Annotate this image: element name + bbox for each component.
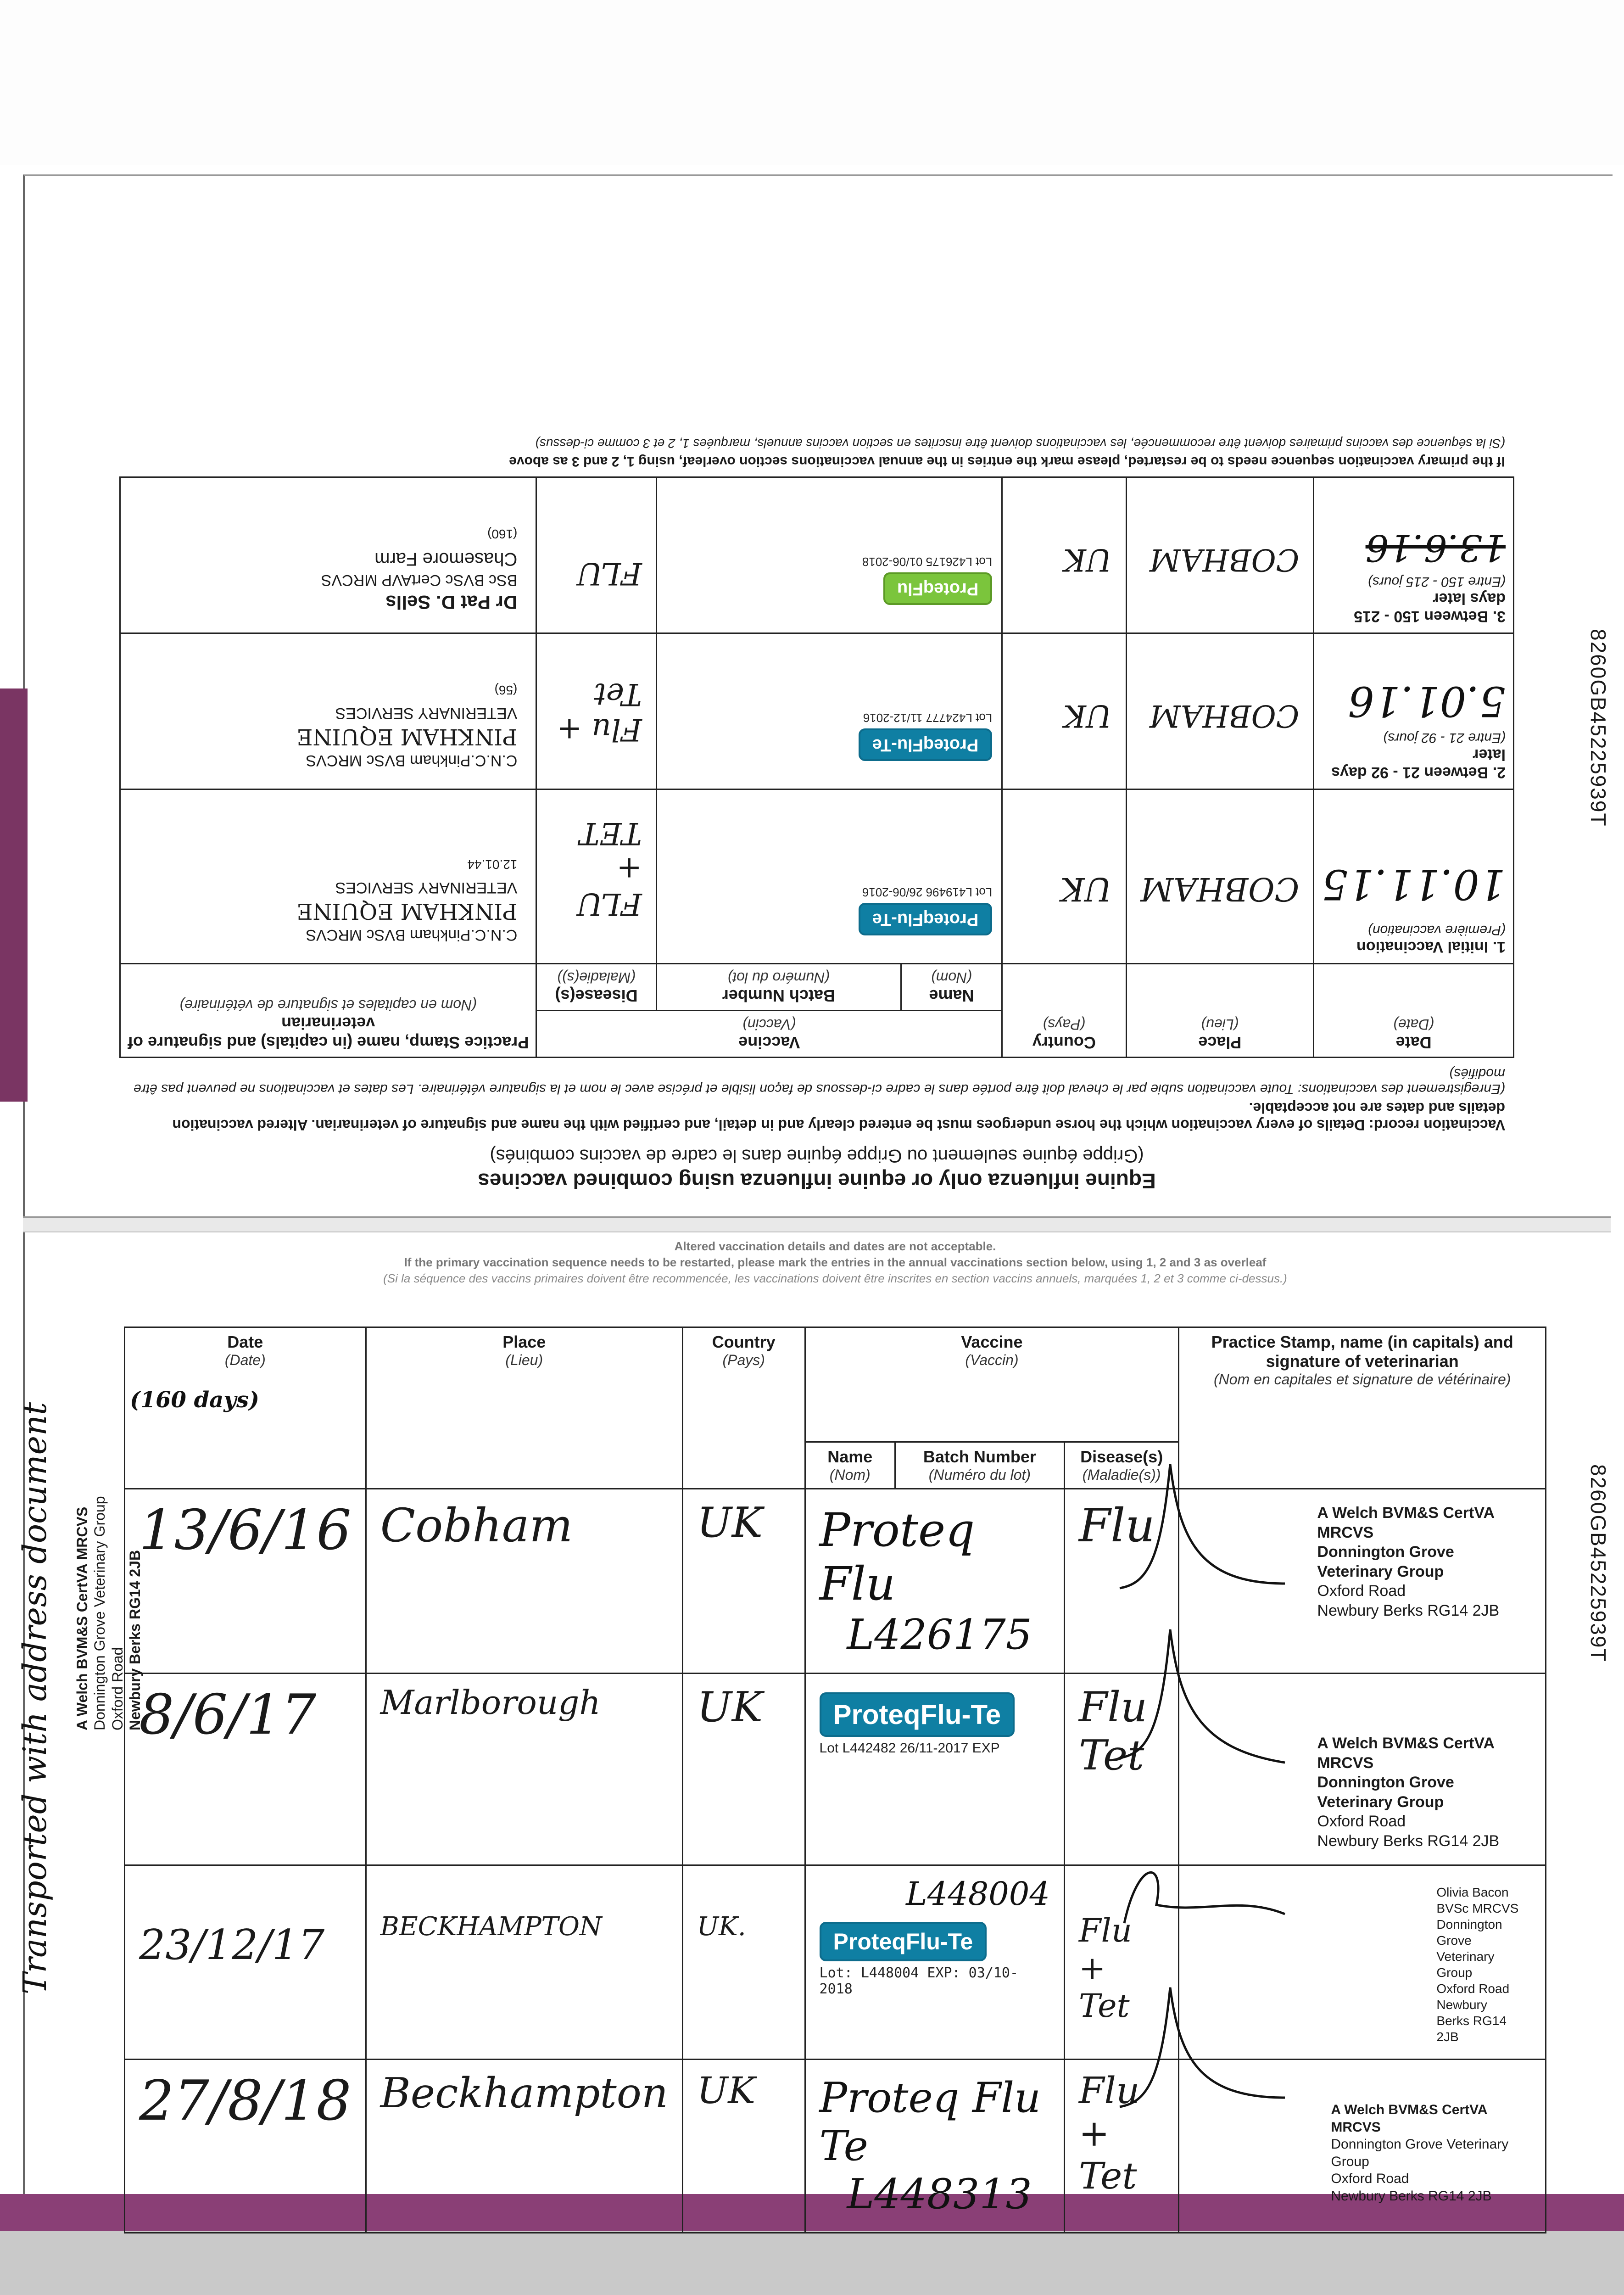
col-vaccine: Vaccine (Vaccin) <box>805 1327 1179 1442</box>
scanner-bed <box>0 2231 1624 2295</box>
row-date: 23/12/17 <box>125 1865 366 2060</box>
stamp-practice: PINKHAM EQUINE <box>296 898 518 924</box>
stamp-line: A Welch BVM&S CertVA MRCVS <box>1331 2102 1487 2135</box>
stamp-line: A Welch BVM&S CertVA MRCVS <box>1317 1504 1494 1541</box>
date-note: (160 days) <box>130 1387 259 1413</box>
vaccine-sticker: ProteqFlu-Te <box>820 1692 1015 1737</box>
lower-vaccination-table <box>124 1327 1546 2233</box>
vaccine-sticker-cell <box>656 633 1002 789</box>
side-stamp <box>73 1455 156 1730</box>
lower-note-fr: (Si la séquence des vaccins primaires doivent être recommencée, les vaccinations doivent être inscrites en section vaccins annuels, marquées 1, 2 et 3 comme ci-dessus.) <box>383 1271 1287 1285</box>
side-stamp-line: Oxford Road <box>109 1647 126 1730</box>
row-disease: FLU + TET <box>536 789 656 964</box>
upper-page <box>110 285 1524 1203</box>
lower-serial <box>1583 1464 1611 1740</box>
row-date: 10.11.15 <box>1322 860 1506 908</box>
record-intro: Vaccination record: Details of every vaccination which the horse undergoes must be entered clearly and in detail, and certified with the name and signature of veterinarian. Altered vaccination details and dates are not acceptable. <box>172 1100 1505 1133</box>
col-date: Date (Date) (160 days) <box>125 1327 366 1489</box>
vaccine-name: Proteq Flu Te <box>819 2074 1041 2170</box>
vaccine-lot: Lot L442482 26/11-2017 EXP <box>819 1741 1000 1756</box>
row-label-fr: (Entre 150 - 215 jours) <box>1367 574 1506 589</box>
top-page-edge <box>0 0 1624 165</box>
upper-footer-note: If the primary vaccination sequence needs to be restarted, please mark the entries in the annual vaccinations section overleaf, using 1, 2 and 3 as above <box>509 454 1505 469</box>
vaccine-lot: Lot L424777 11/12-2016 <box>863 711 993 725</box>
row-label: 3. Between 150 - 215 days later <box>1354 590 1506 625</box>
row-disease: Flu Tet <box>1064 1674 1179 1865</box>
table-row <box>120 789 1514 964</box>
row-date: 27/8/18 <box>125 2060 366 2233</box>
stamp-name: C.N.C.Pinkham BVSc MRCVS <box>306 926 518 944</box>
stamp-practice: BSc BVSc CertAVP MRCVS <box>321 571 518 589</box>
row-place: Beckhampton <box>366 2060 682 2233</box>
stamp-name: Dr Pat D. Sells <box>385 592 518 613</box>
table-row <box>125 1489 1546 1674</box>
vaccine-lot: Lot: L448004 EXP: 03/10-2018 <box>819 1965 1019 1997</box>
vaccine-cell <box>805 2060 1064 2233</box>
stamp-sub: VETERINARY SERVICES <box>335 879 518 897</box>
stamp-line: Berks RG14 2JB <box>1436 2014 1507 2044</box>
col-stamp: Practice Stamp, name (in capitals) and signature of veterinarian (Nom en capitales et signature de vétérinaire) <box>1179 1327 1546 1489</box>
table-row <box>125 1865 1546 2060</box>
col-vaccine: Vaccine (Vaccin) <box>536 1011 1002 1058</box>
row-place: Cobham <box>366 1489 682 1674</box>
lower-note-1: Altered vaccination details and dates are not acceptable. <box>674 1239 996 1253</box>
vaccine-sticker-cell <box>656 789 1002 964</box>
row-place: COBHAM <box>1126 789 1314 964</box>
table-row <box>120 633 1514 789</box>
row-stamp <box>120 477 536 633</box>
stamp-line: Newbury Berks RG14 2JB <box>1317 1601 1500 1619</box>
row-date-cell <box>1314 789 1514 964</box>
row-disease: Flu + Tet <box>1064 1865 1179 2060</box>
row-disease: FLU <box>536 477 656 633</box>
vaccine-batch-handwritten: L448004 <box>906 1875 1050 1913</box>
serial-number: 8260GB45225939T <box>1586 1464 1610 1662</box>
stamp-line: Oxford Road Newbury <box>1436 1982 1510 2012</box>
stamp-sub: Chasemore Farm <box>374 549 518 569</box>
section-heading: Equine influenza only or equine influenza using combined vaccines <box>478 1169 1156 1193</box>
stamp-line: Donnington Grove Veterinary Group <box>1317 1543 1454 1580</box>
row-country: UK <box>1002 477 1126 633</box>
book-spine <box>23 1216 1611 1232</box>
vaccine-lot: Lot L426175 01/06-2018 <box>862 555 993 569</box>
vaccine-sticker: ProteqFlu <box>883 572 992 605</box>
row-label: 1. Initial Vaccination <box>1356 938 1506 956</box>
stamp-line: Newbury Berks RG14 2JB <box>1331 2188 1492 2204</box>
stamp-sub: VETERINARY SERVICES <box>335 705 518 722</box>
side-note: Transported with address document <box>16 1402 54 1994</box>
row-label-fr: (Entre 21 - 92 jours) <box>1383 730 1506 745</box>
side-stamp-line: Newbury Berks RG14 2JB <box>127 1550 144 1730</box>
row-place: COBHAM <box>1126 633 1314 789</box>
stamp-practice: PINKHAM EQUINE <box>296 724 518 750</box>
vaccine-sticker: ProteqFlu-Te <box>859 728 993 761</box>
lower-note-2: If the primary vaccination sequence needs to be restarted, please mark the entries in the annual vaccinations section below, using 1, 2 and 3 as overleaf <box>404 1255 1267 1269</box>
col-place: Place (Lieu) <box>1126 964 1314 1058</box>
vaccine-batch: L426175 <box>847 1611 1032 1659</box>
table-row <box>120 477 1514 633</box>
row-place: COBHAM <box>1126 477 1314 633</box>
row-disease: Flu + Tet <box>536 633 656 789</box>
row-label-fr: (Première vaccination) <box>1367 923 1506 938</box>
col-place: Place (Lieu) <box>366 1327 682 1489</box>
col-stamp: Practice Stamp, name (in capitals) and signature of veterinarian (Nom en capitales et signature de vétérinaire) <box>120 964 536 1058</box>
vaccine-sticker-cell <box>805 1865 1064 2060</box>
stamp-line: Donnington Grove Veterinary Group <box>1317 1774 1454 1811</box>
stamp-line: Donnington Grove Veterinary Group <box>1436 1917 1502 1980</box>
upper-section-heading <box>110 1145 1524 1193</box>
vaccine-sticker-cell <box>805 1674 1064 1865</box>
row-stamp <box>120 633 536 789</box>
row-place: Marlborough <box>366 1674 682 1865</box>
upper-footer-note-fr: (Si la séquence des vaccins primaires doivent être recommencée, les vaccinations doivent être inscrites en section vaccins annuels, marquées 1, 2 et 3 comme ci-dessus) <box>535 437 1505 451</box>
row-disease: Flu <box>1064 1489 1179 1674</box>
row-place: BECKHAMPTON <box>366 1865 682 2060</box>
col-disease: Disease(s) (Maladie(s)) <box>1064 1442 1179 1489</box>
stamp-line: Newbury Berks RG14 2JB <box>1317 1832 1500 1850</box>
section-heading-fr: (Grippe équine seulement ou Grippe équine dans le cadre de vaccins combinés) <box>490 1146 1144 1166</box>
row-country: UK <box>682 1674 805 1865</box>
col-batch: Batch Number (Numéro du lot) <box>895 1442 1064 1489</box>
col-disease: Disease(s) (Maladie(s)) <box>536 964 656 1011</box>
vaccine-sticker: ProteqFlu-Te <box>820 1922 987 1961</box>
margin-note: 12.01.44 <box>467 857 518 872</box>
row-disease: Flu + Tet <box>1064 2060 1179 2233</box>
lower-page-notes <box>138 1239 1533 1286</box>
col-batch: Batch Number (Numéro du lot) <box>656 964 901 1011</box>
row-date: 8/6/17 <box>125 1674 366 1865</box>
col-country: Country (Pays) <box>682 1327 805 1489</box>
signature-strokes <box>1111 1446 1294 2111</box>
row-date: 13/6/16 <box>125 1489 366 1674</box>
vaccine-sticker-cell <box>656 477 1002 633</box>
margin-note: (56) <box>494 683 518 697</box>
vaccine-cell <box>805 1489 1064 1674</box>
side-stamp-line: Donnington Grove Veterinary Group <box>91 1496 108 1730</box>
cover-edge-left <box>0 688 28 1102</box>
table-row <box>125 1674 1546 1865</box>
col-name: Name (Nom) <box>805 1442 895 1489</box>
stamp-line: Oxford Road <box>1317 1813 1406 1830</box>
stamp-line: Oxford Road <box>1317 1582 1406 1600</box>
vaccine-lot: Lot L419496 26/06-2016 <box>862 885 993 899</box>
upper-vaccination-table <box>119 476 1514 1058</box>
row-date-cell <box>1314 477 1514 633</box>
row-country: UK. <box>682 1865 805 2060</box>
col-date: Date (Date) <box>1314 964 1514 1058</box>
row-date: 5.01.16 <box>1348 677 1506 725</box>
record-intro-fr: (Enregistrement des vaccinations: Toute vaccination subie par le cheval doit être portée dans le cadre ci-dessous de façon lisible et précise avec le nom et la signature vétérinaire. Les dates et vaccinations ne peuvent pas être modifiés) <box>134 1066 1505 1097</box>
col-name: Name (Nom) <box>901 964 1002 1011</box>
row-country: UK <box>682 1489 805 1674</box>
vaccine-name: Proteq Flu <box>819 1503 975 1611</box>
margin-note: (160) <box>487 527 518 541</box>
stamp-line: Olivia Bacon BVSc MRCVS <box>1436 1885 1519 1915</box>
row-country: UK <box>682 2060 805 2233</box>
stamp-line: A Welch BVM&S CertVA MRCVS <box>1317 1735 1494 1772</box>
row-date: 13.6.16 <box>1365 526 1506 569</box>
row-label: 2. Between 21 - 92 days later <box>1331 746 1506 781</box>
vaccine-sticker: ProteqFlu-Te <box>859 903 993 935</box>
table-row <box>125 2060 1546 2233</box>
row-country: UK <box>1002 633 1126 789</box>
row-stamp <box>120 789 536 964</box>
stamp-line: Oxford Road <box>1331 2171 1409 2186</box>
stamp-name: C.N.C.Pinkham BVSc MRCVS <box>306 752 518 769</box>
row-date-cell <box>1314 633 1514 789</box>
col-country: Country (Pays) <box>1002 964 1126 1058</box>
side-stamp-line: A Welch BVM&S CertVA MRCVS <box>74 1506 90 1730</box>
stamp-line: Donnington Grove Veterinary Group <box>1331 2137 1509 2169</box>
upper-serial <box>1583 629 1611 904</box>
vaccine-batch: L448313 <box>847 2170 1032 2218</box>
serial-number: 8260GB45225939T <box>1586 629 1610 827</box>
row-country: UK <box>1002 789 1126 964</box>
